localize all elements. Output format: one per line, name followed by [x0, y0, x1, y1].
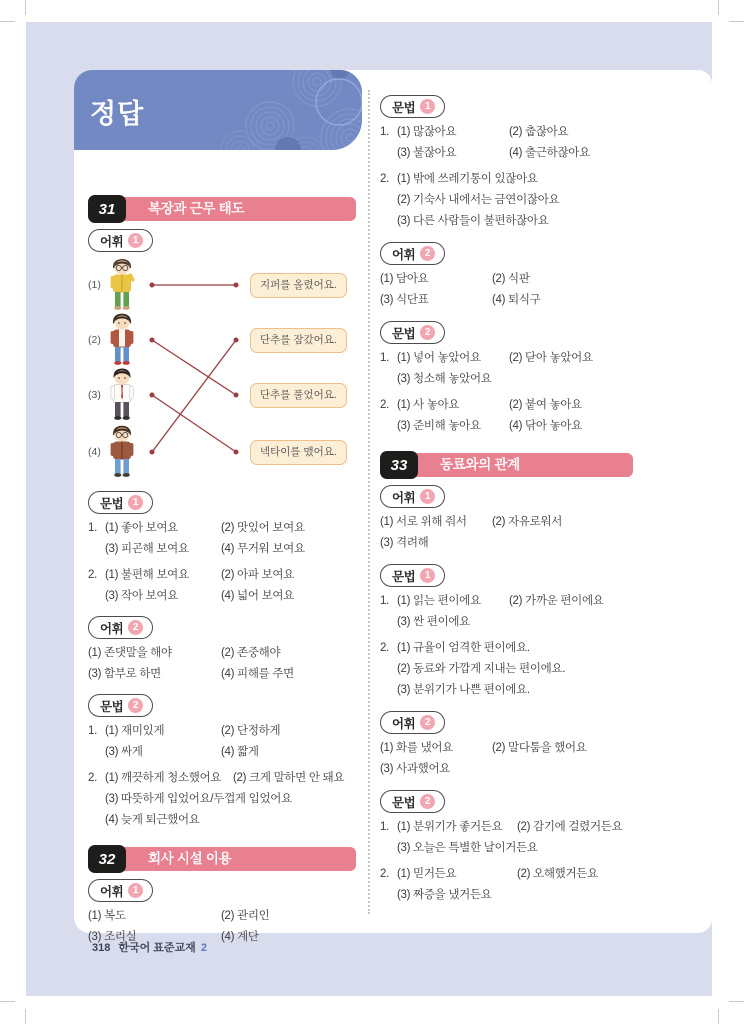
answer-row [380, 169, 633, 190]
answer-b: (2) 식판 [492, 273, 530, 285]
pill-label: 어휘 [392, 490, 416, 505]
answer-b: (4) 퇴식구 [492, 294, 541, 306]
page-title: 정답 [90, 99, 145, 129]
pill-number-badge: 1 [128, 883, 143, 898]
answer-row [380, 395, 633, 416]
answer-b: (2) 단정하게 [221, 725, 281, 737]
item-number: 2. [380, 399, 389, 411]
pill-label: 어휘 [392, 247, 416, 262]
answer-b: (4) 계단 [221, 931, 259, 943]
unit-title: 동료와의 관계 [393, 453, 633, 477]
answer-row [88, 810, 356, 831]
answer-a: (4) 늦게 퇴근했어요 [105, 814, 200, 826]
vocab1-pill [380, 485, 445, 508]
answer-row [380, 612, 633, 633]
pill-label: 문법 [100, 699, 124, 714]
answer-a: (1) 불편해 보여요 [105, 569, 189, 581]
answer-a: (1) 믿거든요 [397, 868, 457, 880]
match-item-label: (2) [88, 334, 101, 346]
answer-a: (3) 따뜻하게 입었어요/두껍게 입었어요 [105, 793, 292, 805]
answer-row [380, 738, 633, 759]
answer-row [380, 533, 633, 554]
answer-a: (3) 불잖아요 [397, 147, 457, 159]
answer-row [380, 638, 633, 659]
crop-mark [0, 21, 15, 22]
answer-a: (3) 오늘은 특별한 날이거든요 [397, 842, 538, 854]
answer-row [380, 369, 633, 390]
pill-label: 문법 [392, 100, 416, 115]
answer-a: (3) 분위기가 나쁜 편이에요. [397, 684, 530, 696]
answer-b: (4) 닦아 놓아요 [509, 420, 582, 432]
unit-33-header [380, 451, 633, 479]
crop-mark [729, 1001, 744, 1002]
answer-b: (2) 오해했거든요 [517, 868, 598, 880]
answer-row [380, 838, 633, 859]
answer-a: (1) 복도 [88, 910, 126, 922]
crop-mark [0, 1001, 15, 1002]
answer-rows [380, 817, 633, 906]
answer-a: (1) 존댓말을 해야 [88, 647, 172, 659]
grammar1-pill [380, 95, 445, 118]
column-divider [368, 90, 370, 914]
answer-row [88, 643, 356, 664]
answer-b: (2) 붙여 놓아요 [509, 399, 582, 411]
answer-row [380, 290, 633, 311]
answer-rows [88, 643, 356, 685]
match-answer-box: 단추를 잠갔어요. [250, 328, 347, 353]
page-footer [92, 939, 207, 955]
answer-a: (3) 짜증을 냈거든요 [397, 889, 492, 901]
right-column [380, 95, 633, 908]
answer-row [380, 659, 633, 680]
answer-a: (3) 격려해 [380, 537, 429, 549]
answer-rows [380, 512, 633, 554]
answer-a: (1) 서로 위해 줘서 [380, 516, 467, 528]
answer-a: (3) 작아 보여요 [105, 590, 178, 602]
pill-number-badge: 2 [420, 794, 435, 809]
unit-title: 복장과 근무 태도 [101, 197, 356, 221]
pill-label: 어휘 [392, 716, 416, 731]
answer-row [88, 586, 356, 607]
item-number: 2. [88, 569, 97, 581]
answer-b: (2) 관리인 [221, 910, 270, 922]
answer-row [88, 906, 356, 927]
pill-number-badge: 2 [420, 325, 435, 340]
grammar2-pill [380, 321, 445, 344]
unit-31-header [88, 195, 356, 223]
answer-a: (1) 많잖아요 [397, 126, 457, 138]
crop-mark [718, 0, 719, 15]
answer-rows [88, 518, 356, 607]
answer-a: (2) 기숙사 내에서는 금연이잖아요 [397, 194, 560, 206]
page-number: 318 [92, 942, 111, 954]
answer-row [380, 211, 633, 232]
answer-rows [88, 721, 356, 831]
answer-row [380, 759, 633, 780]
crop-mark [25, 0, 26, 15]
match-item-label: (1) [88, 279, 101, 291]
vocab1-pill [88, 879, 153, 902]
answer-b: (4) 짧게 [221, 746, 259, 758]
item-number: 1. [380, 821, 389, 833]
pill-number-badge: 1 [128, 233, 143, 248]
item-number: 1. [380, 126, 389, 138]
answer-a: (1) 읽는 편이에요 [397, 595, 481, 607]
crop-mark [718, 1009, 719, 1024]
answer-a: (3) 준비해 놓아요 [397, 420, 481, 432]
answer-b: (2) 맛있어 보여요 [221, 522, 305, 534]
answer-a: (1) 담아요 [380, 273, 429, 285]
answer-a: (1) 깨끗하게 청소했어요 [105, 772, 222, 784]
answer-b: (2) 아파 보여요 [221, 569, 294, 581]
answer-a: (3) 싸게 [105, 746, 143, 758]
crop-mark [25, 1009, 26, 1024]
unit-number: 31 [88, 195, 126, 223]
answer-row [380, 348, 633, 369]
vocab2-pill [380, 242, 445, 265]
answer-a: (1) 분위기가 좋거든요 [397, 821, 503, 833]
answer-row [380, 864, 633, 885]
answer-row [380, 591, 633, 612]
pill-number-badge: 2 [128, 620, 143, 635]
answer-a: (3) 조리실 [88, 931, 137, 943]
answer-b: (2) 춥잖아요 [509, 126, 569, 138]
answer-row [380, 122, 633, 143]
vocab2-pill [380, 711, 445, 734]
unit-title: 회사 시설 이용 [101, 847, 356, 871]
answer-row [380, 143, 633, 164]
pill-label: 문법 [100, 496, 124, 511]
answer-a: (3) 함부로 하면 [88, 668, 161, 680]
answer-rows [380, 738, 633, 780]
answer-row [88, 721, 356, 742]
crop-mark [729, 21, 744, 22]
item-number: 2. [380, 642, 389, 654]
pill-number-badge: 1 [420, 99, 435, 114]
answers-header-banner [74, 70, 362, 150]
answer-rows [380, 269, 633, 311]
vocab1-pill [88, 229, 153, 252]
answer-a: (3) 사과했어요 [380, 763, 451, 775]
item-number: 2. [88, 772, 97, 784]
answer-a: (3) 피곤해 보여요 [105, 543, 189, 555]
match-item-label: (4) [88, 446, 101, 458]
answer-a: (1) 넣어 놓았어요 [397, 352, 481, 364]
answer-row [380, 416, 633, 437]
pill-number-badge: 2 [128, 698, 143, 713]
answer-b: (4) 무거워 보여요 [221, 543, 305, 555]
answer-rows [380, 348, 633, 437]
volume-number: 2 [200, 942, 207, 954]
item-number: 1. [380, 352, 389, 364]
pill-number-badge: 1 [128, 495, 143, 510]
answer-a: (3) 청소해 놓았어요 [397, 373, 492, 385]
answer-a: (1) 화를 냈어요 [380, 742, 453, 754]
item-number: 1. [88, 522, 97, 534]
answer-a: (1) 좋아 보여요 [105, 522, 178, 534]
answer-a: (2) 동료와 가깝게 지내는 편이에요. [397, 663, 566, 675]
item-number: 2. [380, 868, 389, 880]
answer-row [380, 817, 633, 838]
answer-row [88, 664, 356, 685]
match-item-label: (3) [88, 389, 101, 401]
answer-a: (1) 밖에 쓰레기통이 있잖아요 [397, 173, 538, 185]
answer-rows [380, 591, 633, 701]
answer-b: (2) 닫아 놓았어요 [509, 352, 593, 364]
answer-a: (3) 식단표 [380, 294, 429, 306]
pill-label: 어휘 [100, 884, 124, 899]
answer-row [88, 539, 356, 560]
item-number: 1. [88, 725, 97, 737]
answer-a: (1) 규율이 엄격한 편이에요. [397, 642, 530, 654]
unit-number: 33 [380, 451, 418, 479]
answer-b: (4) 넓어 보여요 [221, 590, 294, 602]
item-number: 1. [380, 595, 389, 607]
answer-row [88, 742, 356, 763]
item-number: 2. [380, 173, 389, 185]
answer-b: (2) 감기에 걸렸거든요 [517, 821, 623, 833]
answer-a: (3) 싼 편이에요 [397, 616, 470, 628]
answer-a: (1) 사 놓아요 [397, 399, 460, 411]
book-title: 한국어 표준교재 [118, 942, 196, 954]
answer-row [88, 565, 356, 586]
answer-b: (4) 피해를 주면 [221, 668, 294, 680]
pill-label: 문법 [392, 795, 416, 810]
unit-number: 32 [88, 845, 126, 873]
pill-number-badge: 1 [420, 568, 435, 583]
pill-number-badge: 2 [420, 715, 435, 730]
grammar2-pill [380, 790, 445, 813]
answer-b: (2) 말다툼을 했어요 [492, 742, 587, 754]
answer-a: (3) 다른 사람들이 불편하잖아요 [397, 215, 549, 227]
answer-row [380, 269, 633, 290]
vocab2-pill [88, 616, 153, 639]
answer-row [88, 768, 356, 789]
answer-row [380, 885, 633, 906]
answer-b: (2) 가까운 편이에요 [509, 595, 604, 607]
pill-label: 어휘 [100, 621, 124, 636]
pill-label: 어휘 [100, 234, 124, 249]
answer-row [380, 680, 633, 701]
grammar1-pill [88, 491, 153, 514]
matching-exercise [88, 258, 356, 486]
answer-b: (2) 자유로워서 [492, 516, 563, 528]
grammar1-pill [380, 564, 445, 587]
answer-row [380, 512, 633, 533]
answer-row [88, 789, 356, 810]
answer-b: (4) 출근하잖아요 [509, 147, 590, 159]
pill-label: 문법 [392, 569, 416, 584]
pill-number-badge: 1 [420, 489, 435, 504]
answer-b: (2) 크게 말하면 안 돼요 [233, 772, 345, 784]
answer-rows [380, 122, 633, 232]
match-answer-box: 지퍼를 올렸어요. [250, 273, 347, 298]
match-answer-box: 넥타이를 맸어요. [250, 440, 347, 465]
left-column [88, 195, 356, 950]
pill-number-badge: 2 [420, 246, 435, 261]
answer-a: (1) 재미있게 [105, 725, 165, 737]
pill-label: 문법 [392, 326, 416, 341]
answer-b: (2) 존중해야 [221, 647, 281, 659]
grammar2-pill [88, 694, 153, 717]
answer-row [380, 190, 633, 211]
unit-32-header [88, 845, 356, 873]
match-answer-box: 단추를 풀었어요. [250, 383, 347, 408]
answer-row [88, 518, 356, 539]
